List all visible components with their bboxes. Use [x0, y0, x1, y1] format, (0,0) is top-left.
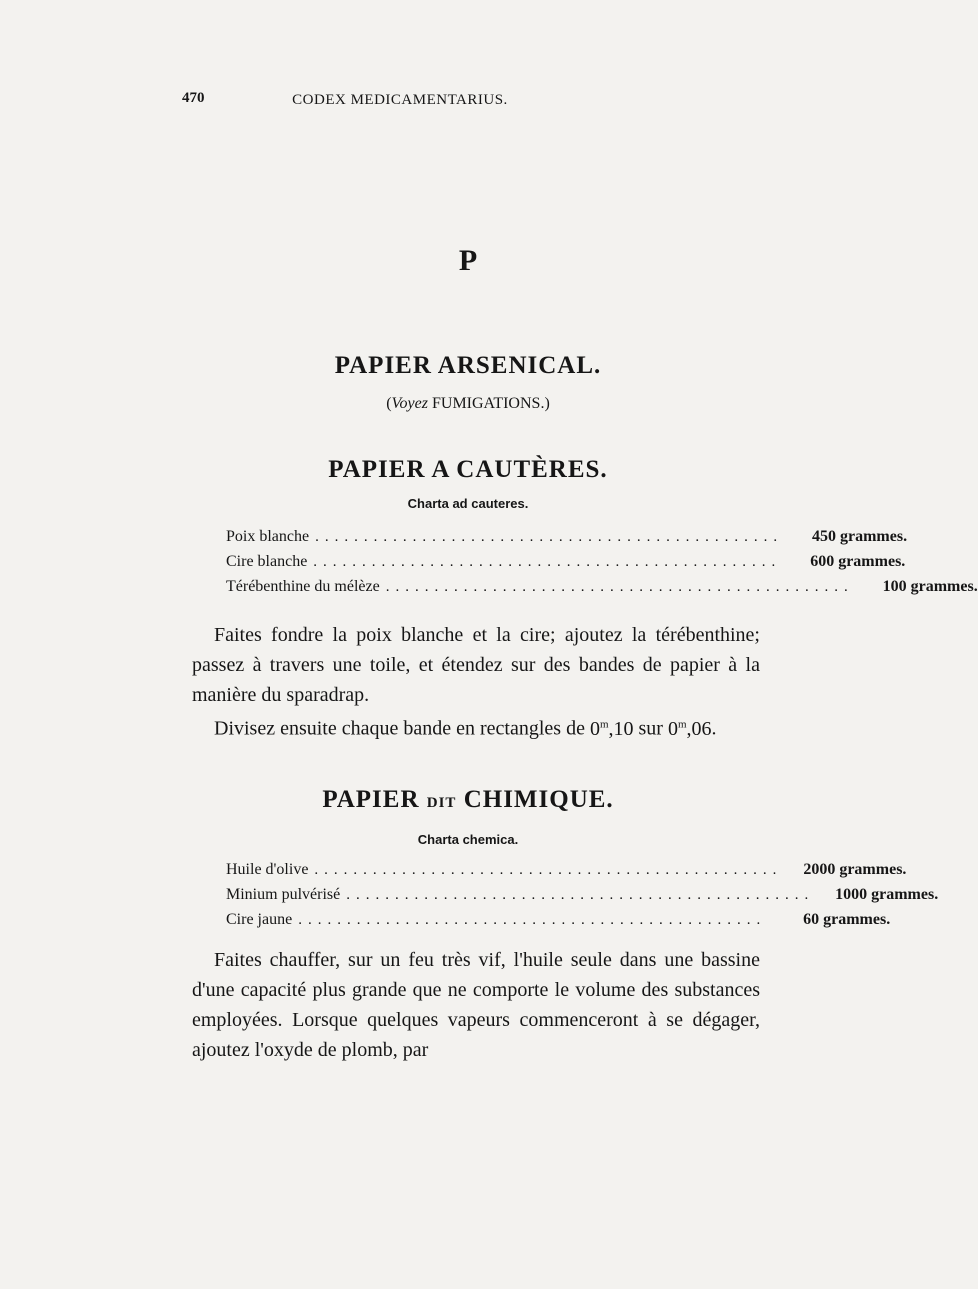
ingredient-qty: 60 grammes.: [803, 911, 891, 928]
see-also-reference: (Voyez FUMIGATIONS.): [386, 395, 550, 412]
leader-dots: ................................................: [346, 887, 815, 903]
ingredient-name: Cire blanche: [226, 553, 308, 570]
instruction-paragraph: [192, 620, 760, 710]
latin-name: Charta chemica.: [417, 832, 519, 847]
ingredient-qty: 600 grammes.: [810, 553, 906, 570]
dimension-b: 0$^m$,06: [667, 717, 712, 740]
latin-name: Charta ad cauteres.: [407, 496, 529, 511]
section-letter: P: [458, 244, 478, 277]
ingredient-row: [226, 911, 891, 935]
paragraph-text: Faites fondre la poix blanche et la cire; ajoutez la térébenthine; passez à travers une toile, et étendez sur des bandes de papier à la manière du sparadrap.: [192, 624, 760, 706]
ingredient-row: [226, 553, 906, 577]
instruction-paragraph: [192, 945, 760, 1065]
see-also-target: FUMIGATIONS.: [431, 395, 545, 412]
paragraph-sur: sur: [638, 717, 663, 740]
leader-dots: ................................................: [385, 579, 854, 595]
running-title: CODEX MEDICAMENTARIUS.: [292, 92, 508, 108]
ingredient-row: [226, 578, 978, 602]
entry-title-papier-a-cauteres: PAPIER A CAUTÈRES.: [328, 456, 608, 483]
see-also-word: Voyez: [391, 395, 428, 412]
leader-dots: ................................................: [315, 529, 784, 545]
ingredient-name: Cire jaune: [226, 911, 293, 928]
page-number: 470: [182, 90, 205, 106]
instruction-paragraph: Divisez ensuite chaque bande en rectangles de 0$^m$,10 sur 0$^m$,06.: [214, 717, 717, 740]
ingredient-name: Poix blanche: [226, 528, 310, 545]
ingredient-name: Térébenthine du mélèze: [226, 578, 380, 595]
ingredient-row: [226, 528, 908, 552]
entry-title-papier-dit-chimique: PAPIER DIT CHIMIQUE.: [322, 786, 614, 813]
ingredient-name: Huile d'olive: [226, 861, 309, 878]
ingredient-qty: 100 grammes.: [882, 578, 978, 595]
entry-title-papier-arsenical: PAPIER ARSENICAL.: [334, 352, 602, 379]
leader-dots: ................................................: [298, 912, 767, 928]
leader-dots: ................................................: [314, 862, 783, 878]
leader-dots: ................................................: [313, 554, 782, 570]
ingredient-qty: 2000 grammes.: [803, 861, 907, 878]
ingredient-qty: 450 grammes.: [812, 528, 908, 545]
ingredient-qty: 1000 grammes.: [835, 886, 939, 903]
ingredient-row: [226, 886, 939, 910]
paragraph-text: Faites chauffer, sur un feu très vif, l'huile seule dans une bassine d'une capacité plus grande que ne comporte le volume des substances employées. Lorsque quelques vapeurs commenceront à se dégager, ajoutez l'oxyde de plomb, par: [192, 949, 760, 1061]
dimension-a: 0$^m$,10: [589, 717, 634, 740]
ingredient-name: Minium pulvérisé: [226, 886, 341, 903]
ingredient-row: [226, 861, 907, 885]
paragraph-lead: Divisez ensuite chaque bande en rectangles de: [214, 717, 585, 740]
